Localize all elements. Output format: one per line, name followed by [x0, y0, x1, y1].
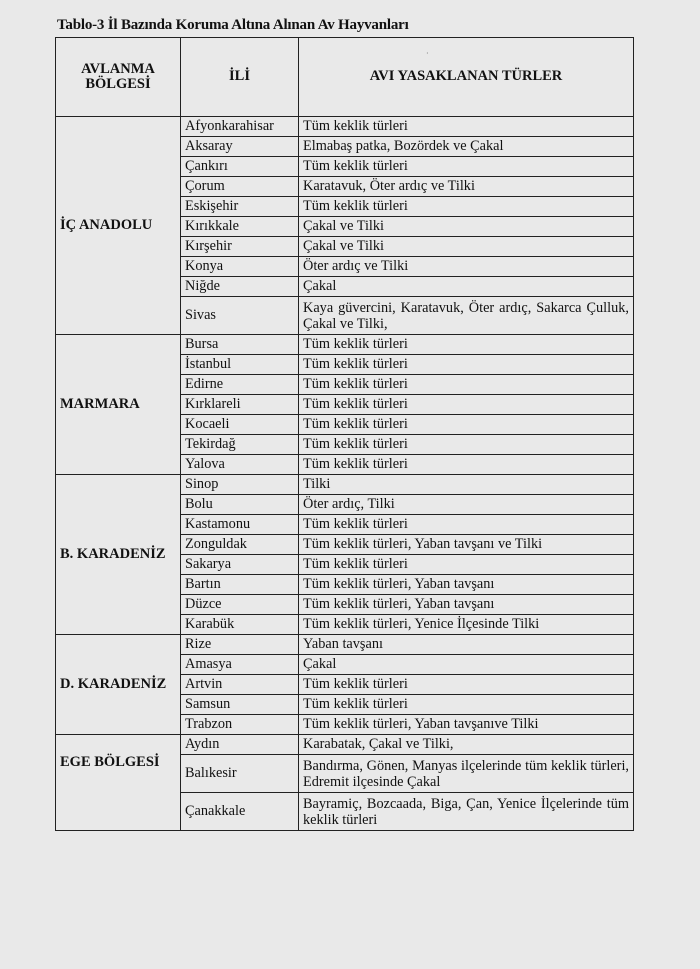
region-cell: İÇ ANADOLU [56, 117, 181, 335]
province-cell: Bursa [181, 335, 299, 355]
species-cell: Tüm keklik türleri [299, 415, 634, 435]
province-cell: Konya [181, 257, 299, 277]
province-cell: Sivas [181, 297, 299, 335]
province-cell: Kastamonu [181, 515, 299, 535]
province-cell: Kocaeli [181, 415, 299, 435]
province-cell: Düzce [181, 595, 299, 615]
province-cell: Tekirdağ [181, 435, 299, 455]
species-cell: Çakal ve Tilki [299, 237, 634, 257]
table-row [56, 475, 634, 495]
province-cell: Çanakkale [181, 793, 299, 831]
species-cell: Tüm keklik türleri [299, 395, 634, 415]
species-cell: Tüm keklik türleri [299, 117, 634, 137]
province-cell: Bartın [181, 575, 299, 595]
region-cell: D. KARADENİZ [56, 635, 181, 735]
province-cell: Yalova [181, 455, 299, 475]
species-cell: Tüm keklik türleri, Yaban tavşanı ve Tilki [299, 535, 634, 555]
table-row [56, 735, 634, 755]
species-cell: Çakal [299, 655, 634, 675]
province-cell: Artvin [181, 675, 299, 695]
province-cell: Samsun [181, 695, 299, 715]
species-cell: Çakal [299, 277, 634, 297]
province-cell: Zonguldak [181, 535, 299, 555]
species-cell: Tüm keklik türleri [299, 455, 634, 475]
table-body [56, 117, 634, 831]
species-cell: Elmabaş patka, Bozördek ve Çakal [299, 137, 634, 157]
species-cell: Karabatak, Çakal ve Tilki, [299, 735, 634, 755]
species-cell: Tilki [299, 475, 634, 495]
province-cell: Rize [181, 635, 299, 655]
province-cell: Çorum [181, 177, 299, 197]
province-cell: Balıkesir [181, 755, 299, 793]
province-cell: Bolu [181, 495, 299, 515]
province-cell: Amasya [181, 655, 299, 675]
province-cell: Trabzon [181, 715, 299, 735]
species-cell: Çakal ve Tilki [299, 217, 634, 237]
species-cell: Öter ardıç ve Tilki [299, 257, 634, 277]
province-cell: Aydın [181, 735, 299, 755]
region-cell: MARMARA [56, 335, 181, 475]
species-cell: Tüm keklik türleri, Yaban tavşanıve Tilki [299, 715, 634, 735]
species-cell: Tüm keklik türleri [299, 197, 634, 217]
species-cell: Tüm keklik türleri [299, 157, 634, 177]
species-cell: Tüm keklik türleri [299, 515, 634, 535]
province-cell: Eskişehir [181, 197, 299, 217]
province-cell: Kırıkkale [181, 217, 299, 237]
species-cell: Bandırma, Gönen, Manyas ilçelerinde tüm keklik türleri, Edremit ilçesinde Çakal [299, 755, 634, 793]
table-row [56, 117, 634, 137]
species-cell: Bayramiç, Bozcaada, Biga, Çan, Yenice İlçelerinde tüm keklik türleri [299, 793, 634, 831]
species-cell: Tüm keklik türleri [299, 555, 634, 575]
province-cell: Sakarya [181, 555, 299, 575]
species-cell: Tüm keklik türleri, Yaban tavşanı [299, 595, 634, 615]
species-cell: Tüm keklik türleri [299, 355, 634, 375]
table-header-row [56, 38, 634, 117]
species-cell: Tüm keklik türleri [299, 335, 634, 355]
species-cell: Kaya güvercini, Karatavuk, Öter ardıç, Sakarca Çulluk, Çakal ve Tilki, [299, 297, 634, 335]
table-row [56, 335, 634, 355]
province-cell: Edirne [181, 375, 299, 395]
province-cell: Sinop [181, 475, 299, 495]
region-cell: EGE BÖLGESİ [56, 735, 181, 831]
header-province: İLİ [181, 38, 299, 117]
species-cell: Tüm keklik türleri, Yenice İlçesinde Tilki [299, 615, 634, 635]
region-cell: B. KARADENİZ [56, 475, 181, 635]
province-cell: Kırklareli [181, 395, 299, 415]
species-cell: Karatavuk, Öter ardıç ve Tilki [299, 177, 634, 197]
species-cell: Tüm keklik türleri [299, 675, 634, 695]
species-cell: Tüm keklik türleri, Yaban tavşanı [299, 575, 634, 595]
scan-dot: · [426, 49, 429, 58]
header-species: AVI YASAKLANAN TÜRLER [299, 38, 634, 117]
province-cell: Aksaray [181, 137, 299, 157]
province-cell: İstanbul [181, 355, 299, 375]
species-cell: Tüm keklik türleri [299, 435, 634, 455]
species-cell: Tüm keklik türleri [299, 695, 634, 715]
table-row [56, 635, 634, 655]
province-cell: Karabük [181, 615, 299, 635]
province-cell: Kırşehir [181, 237, 299, 257]
species-cell: Yaban tavşanı [299, 635, 634, 655]
species-cell: Öter ardıç, Tilki [299, 495, 634, 515]
province-cell: Çankırı [181, 157, 299, 177]
province-cell: Niğde [181, 277, 299, 297]
page-title: Tablo-3 İl Bazında Koruma Altına Alınan Av Hayvanları [57, 17, 409, 33]
species-cell: Tüm keklik türleri [299, 375, 634, 395]
hunting-ban-table [55, 37, 634, 831]
header-region: AVLANMA BÖLGESİ [56, 38, 181, 117]
province-cell: Afyonkarahisar [181, 117, 299, 137]
